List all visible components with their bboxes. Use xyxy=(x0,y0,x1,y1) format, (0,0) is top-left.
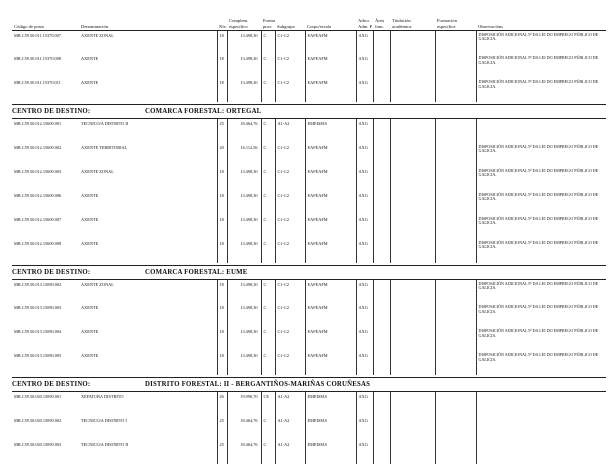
cell-corpo-escala: EAFEAFM xyxy=(305,30,356,54)
cell-nivel: 18 xyxy=(217,351,227,375)
table-row xyxy=(12,327,606,351)
header-subgrupo: Subgrupo xyxy=(275,14,305,30)
cell-titulacion xyxy=(390,54,435,78)
header-titulacion-line1: Titulación xyxy=(392,17,411,23)
section-name: COMARCA FORESTAL: ORTEGAL xyxy=(145,108,262,115)
header-area-funcional xyxy=(373,14,390,30)
cell-codigo: MR.C59.50.011.15370.011 xyxy=(14,80,61,85)
cell-observaciones: DISPOSICIÓN ADICIONAL 9ª DA LEI DO EMPREGO PÚBLICO DE GALICIA. xyxy=(476,351,606,375)
cell-adscripcion: AXG xyxy=(356,54,373,78)
table-row xyxy=(12,416,606,440)
cell-titulacion xyxy=(390,303,435,327)
cell-denominacion: AXENTE xyxy=(81,56,99,61)
cell-corpo-escala: EAFEAFM xyxy=(305,303,356,327)
cell-nivel: 18 xyxy=(217,239,227,263)
cell-denominacion: AXENTE xyxy=(81,353,99,358)
table-row xyxy=(12,392,606,416)
cell-observaciones: DISPOSICIÓN ADICIONAL 9ª DA LEI DO EMPREGO PÚBLICO DE GALICIA. xyxy=(476,54,606,78)
header-adscr-line2: Adm. P. xyxy=(358,23,373,29)
cell-formacion xyxy=(435,30,476,54)
cell-observaciones xyxy=(476,416,606,440)
header-area-line1: Área xyxy=(375,17,384,23)
cell-subgrupo: C1-C2 xyxy=(275,30,305,54)
cell-adscripcion: AXG xyxy=(356,351,373,375)
section-label: CENTRO DE DESTINO: xyxy=(12,268,91,276)
cell-nivel: 25 xyxy=(217,440,227,464)
section-heading-row xyxy=(12,265,606,279)
cell-complemento: 13.498,30 xyxy=(227,239,261,263)
cell-complemento: 13.498,30 xyxy=(227,279,261,303)
header-formacion xyxy=(435,14,476,30)
cell-nivel: 18 xyxy=(217,327,227,351)
section-heading xyxy=(12,105,606,119)
cell-codigo: MR.C59.50.013.15080.003 xyxy=(14,305,62,310)
cell-adscripcion: AXG xyxy=(356,78,373,102)
cell-area-funcional xyxy=(373,392,390,416)
header-forma-line1: Forma xyxy=(263,17,275,23)
header-complemento xyxy=(227,14,261,30)
cell-observaciones xyxy=(476,440,606,464)
cell-forma-prov: C xyxy=(261,303,275,327)
cell-codigo: MR.C59.50.020.15090.002 xyxy=(14,417,62,423)
cell-adscripcion: AXG xyxy=(356,327,373,351)
cell-titulacion xyxy=(390,239,435,263)
section-heading xyxy=(12,378,606,392)
table-row xyxy=(12,279,606,303)
cell-formacion xyxy=(435,191,476,215)
cell-subgrupo: A1-A2 xyxy=(275,416,305,440)
cell-subgrupo: C1-C2 xyxy=(275,143,305,167)
table-row xyxy=(12,303,606,327)
cell-area-funcional xyxy=(373,351,390,375)
cell-area-funcional xyxy=(373,119,390,143)
cell-complemento: 13.498,30 xyxy=(227,78,261,102)
cell-observaciones: DISPOSICIÓN ADICIONAL 9ª DA LEI DO EMPREGO PÚBLICO DE GALICIA. xyxy=(476,215,606,239)
cell-area-funcional xyxy=(373,327,390,351)
cell-complemento: 13.498,30 xyxy=(227,327,261,351)
cell-corpo-escala: EMEISEIS xyxy=(305,440,356,464)
cell-subgrupo: C1-C2 xyxy=(275,167,305,191)
cell-complemento: 16.112,56 xyxy=(227,143,261,167)
cell-formacion xyxy=(435,215,476,239)
header-formacion-line1: Formación xyxy=(437,17,457,23)
section-heading-row xyxy=(12,378,606,392)
table-row xyxy=(12,30,606,54)
cell-observaciones xyxy=(476,119,606,143)
cell-area-funcional xyxy=(373,143,390,167)
cell-titulacion xyxy=(390,143,435,167)
cell-adscripcion: AXG xyxy=(356,30,373,54)
cell-corpo-escala: EAFEAFM xyxy=(305,327,356,351)
cell-subgrupo: A1-A2 xyxy=(275,440,305,464)
cell-observaciones: DISPOSICIÓN ADICIONAL 9ª DA LEI DO EMPREGO PÚBLICO DE GALICIA. xyxy=(476,143,606,167)
table-row xyxy=(12,54,606,78)
cell-formacion xyxy=(435,392,476,416)
cell-denominacion: AXENTE TERRITORIAL xyxy=(81,144,128,150)
cell-formacion xyxy=(435,303,476,327)
cell-observaciones: DISPOSICIÓN ADICIONAL 9ª DA LEI DO EMPREGO PÚBLICO DE GALICIA. xyxy=(476,78,606,102)
cell-complemento: 13.498,30 xyxy=(227,54,261,78)
cell-forma-prov: C xyxy=(261,119,275,143)
cell-codigo: MR.C59.50.011.15370.007 xyxy=(14,32,61,38)
cell-titulacion xyxy=(390,78,435,102)
cell-denominacion: AXENTE xyxy=(81,216,99,222)
cell-formacion xyxy=(435,143,476,167)
cell-titulacion xyxy=(390,215,435,239)
cell-area-funcional xyxy=(373,54,390,78)
cell-area-funcional xyxy=(373,440,390,464)
section-heading-row xyxy=(12,105,606,119)
cell-forma-prov: C xyxy=(261,215,275,239)
cell-observaciones: DISPOSICIÓN ADICIONAL 9ª DA LEI DO EMPREGO PÚBLICO DE GALICIA. xyxy=(476,239,606,263)
header-formacion-line2: específica xyxy=(437,23,456,29)
cell-complemento: 18.464,76 xyxy=(227,119,261,143)
cell-codigo: MR.C59.50.020.15090.003 xyxy=(14,441,62,447)
cell-nivel: 18 xyxy=(217,279,227,303)
table-row xyxy=(12,351,606,375)
cell-subgrupo: C1-C2 xyxy=(275,303,305,327)
cell-nivel: 18 xyxy=(217,167,227,191)
cell-codigo: MR.C59.50.013.15080.005 xyxy=(14,353,62,358)
cell-observaciones: DISPOSICIÓN ADICIONAL 9ª DA LEI DO EMPREGO PÚBLICO DE GALICIA. xyxy=(476,303,606,327)
cell-complemento: 13.498,30 xyxy=(227,30,261,54)
header-codigo: Código de posto xyxy=(12,14,79,30)
header-titulacion xyxy=(390,14,435,30)
cell-nivel: 18 xyxy=(217,303,227,327)
cell-denominacion: TECNICO/A DISTRITO I xyxy=(81,417,127,423)
cell-corpo-escala: EAFEAFM xyxy=(305,54,356,78)
cell-denominacion: AXENTE xyxy=(81,80,99,85)
cell-nivel: 18 xyxy=(217,54,227,78)
cell-denominacion: AXENTE xyxy=(81,329,99,334)
header-forma-prov xyxy=(261,14,275,30)
cell-titulacion xyxy=(390,279,435,303)
cell-forma-prov: C xyxy=(261,167,275,191)
table-body xyxy=(12,30,606,464)
cell-titulacion xyxy=(390,191,435,215)
cell-formacion xyxy=(435,327,476,351)
cell-complemento: 13.498,30 xyxy=(227,351,261,375)
cell-nivel: 25 xyxy=(217,119,227,143)
cell-codigo: MR.C59.50.012.15600.003 xyxy=(14,168,62,174)
cell-denominacion: AXENTE ZONAL xyxy=(81,168,114,174)
cell-observaciones xyxy=(476,392,606,416)
cell-denominacion: AXENTE ZONAL xyxy=(81,32,114,38)
cell-codigo: MR.C59.50.020.15090.001 xyxy=(14,394,62,399)
cell-forma-prov: C xyxy=(261,440,275,464)
table-row xyxy=(12,215,606,239)
cell-subgrupo: C1-C2 xyxy=(275,191,305,215)
cell-adscripcion: AXG xyxy=(356,416,373,440)
cell-subgrupo: C1-C2 xyxy=(275,279,305,303)
table-row xyxy=(12,119,606,143)
header-adscripcion xyxy=(356,14,373,30)
cell-adscripcion: AXG xyxy=(356,215,373,239)
cell-observaciones: DISPOSICIÓN ADICIONAL 9ª DA LEI DO EMPREGO PÚBLICO DE GALICIA. xyxy=(476,327,606,351)
cell-titulacion xyxy=(390,392,435,416)
cell-titulacion xyxy=(390,440,435,464)
cell-nivel: 18 xyxy=(217,191,227,215)
cell-formacion xyxy=(435,351,476,375)
cell-codigo: MR.C59.50.012.15600.002 xyxy=(14,144,62,150)
cell-corpo-escala: EAFEAFM xyxy=(305,215,356,239)
cell-subgrupo: C1-C2 xyxy=(275,54,305,78)
cell-formacion xyxy=(435,416,476,440)
cell-codigo: MR.C59.50.012.15600.001 xyxy=(14,121,62,126)
table-row xyxy=(12,440,606,464)
cell-corpo-escala: EAFEAFM xyxy=(305,143,356,167)
header-titulacion-line2: académica xyxy=(392,23,412,29)
cell-formacion xyxy=(435,119,476,143)
cell-nivel: 18 xyxy=(217,78,227,102)
cell-formacion xyxy=(435,440,476,464)
cell-corpo-escala: EMEISEIS xyxy=(305,119,356,143)
cell-codigo: MR.C59.50.012.15600.007 xyxy=(14,216,62,222)
section-name: COMARCA FORESTAL: EUME xyxy=(145,268,248,276)
cell-corpo-escala: EAFEAFM xyxy=(305,78,356,102)
header-nivel: Nív. xyxy=(217,14,227,30)
cell-formacion xyxy=(435,54,476,78)
cell-titulacion xyxy=(390,351,435,375)
cell-complemento: 19.990,70 xyxy=(227,392,261,416)
cell-adscripcion: AXG xyxy=(356,143,373,167)
cell-complemento: 13.498,30 xyxy=(227,191,261,215)
cell-subgrupo: C1-C2 xyxy=(275,351,305,375)
table-row xyxy=(12,143,606,167)
cell-adscripcion: AXG xyxy=(356,119,373,143)
header-corpo-escala: Corpo/escala xyxy=(305,14,356,30)
cell-denominacion: TECNICO/A DISTRITO II xyxy=(81,121,129,126)
cell-nivel: 26 xyxy=(217,392,227,416)
header-area-line2: func. xyxy=(375,23,385,29)
cell-area-funcional xyxy=(373,215,390,239)
cell-denominacion: AXENTE xyxy=(81,305,99,310)
cell-forma-prov: C xyxy=(261,279,275,303)
cell-forma-prov: C xyxy=(261,54,275,78)
cell-forma-prov: C xyxy=(261,30,275,54)
cell-codigo: MR.C59.50.011.15370.008 xyxy=(14,56,61,61)
cell-subgrupo: C1-C2 xyxy=(275,327,305,351)
cell-forma-prov: C xyxy=(261,78,275,102)
cell-area-funcional xyxy=(373,30,390,54)
cell-adscripcion: AXG xyxy=(356,191,373,215)
cell-observaciones: DISPOSICIÓN ADICIONAL 9ª DA LEI DO EMPREGO PÚBLICO DE GALICIA. xyxy=(476,30,606,54)
cell-titulacion xyxy=(390,30,435,54)
cell-titulacion xyxy=(390,416,435,440)
cell-forma-prov: C xyxy=(261,239,275,263)
cell-denominacion: TECNICO/A DISTRITO II xyxy=(81,441,129,447)
section-name: DISTRITO FORESTAL: II - BERGANTIÑOS-MARIÑAS CORUÑESAS xyxy=(145,381,371,388)
cell-adscripcion: AXG xyxy=(356,167,373,191)
cell-adscripcion: AXG xyxy=(356,239,373,263)
header-complemento-line1: Complem. xyxy=(229,17,249,23)
cell-nivel: 18 xyxy=(217,30,227,54)
cell-complemento: 13.498,30 xyxy=(227,303,261,327)
cell-adscripcion: AXG xyxy=(356,392,373,416)
cell-codigo: MR.C59.50.013.15080.004 xyxy=(14,329,62,334)
cell-area-funcional xyxy=(373,416,390,440)
cell-corpo-escala: EAFEAFM xyxy=(305,279,356,303)
cell-area-funcional xyxy=(373,239,390,263)
section-heading xyxy=(12,265,606,279)
cell-denominacion: AXENTE xyxy=(81,192,99,198)
cell-subgrupo: C1-C2 xyxy=(275,78,305,102)
cell-subgrupo: C1-C2 xyxy=(275,215,305,239)
cell-denominacion: AXENTE xyxy=(81,240,99,246)
cell-forma-prov: C xyxy=(261,327,275,351)
cell-complemento: 18.464,76 xyxy=(227,416,261,440)
section-label: CENTRO DE DESTINO: xyxy=(12,381,91,388)
cell-subgrupo: C1-C2 xyxy=(275,239,305,263)
cell-codigo: MR.C59.50.012.15600.006 xyxy=(14,192,62,198)
cell-subgrupo: A1-A2 xyxy=(275,119,305,143)
cell-codigo: MR.C59.50.013.15080.002 xyxy=(14,281,62,287)
cell-complemento: 13.498,30 xyxy=(227,215,261,239)
cell-forma-prov: CE xyxy=(261,392,275,416)
cell-corpo-escala: EMEISEIS xyxy=(305,416,356,440)
cell-observaciones: DISPOSICIÓN ADICIONAL 9ª DA LEI DO EMPREGO PÚBLICO DE GALICIA. xyxy=(476,191,606,215)
cell-denominacion: AXENTE ZONAL xyxy=(81,281,114,287)
section-label: CENTRO DE DESTINO: xyxy=(12,108,91,115)
cell-observaciones: DISPOSICIÓN ADICIONAL 9ª DA LEI DO EMPREGO PÚBLICO DE GALICIA. xyxy=(476,167,606,191)
cell-area-funcional xyxy=(373,303,390,327)
cell-forma-prov: C xyxy=(261,143,275,167)
cell-titulacion xyxy=(390,327,435,351)
cell-formacion xyxy=(435,239,476,263)
cell-titulacion xyxy=(390,119,435,143)
table-row xyxy=(12,167,606,191)
cell-adscripcion: AXG xyxy=(356,303,373,327)
cell-area-funcional xyxy=(373,167,390,191)
cell-corpo-escala: EAFEAFM xyxy=(305,191,356,215)
cell-codigo: MR.C59.50.012.15600.008 xyxy=(14,240,62,246)
cell-area-funcional xyxy=(373,279,390,303)
cell-complemento: 18.464,76 xyxy=(227,440,261,464)
cell-subgrupo: A1-A2 xyxy=(275,392,305,416)
header-complemento-line2: específico xyxy=(229,23,248,29)
header-denominacion: Denominación xyxy=(79,14,217,30)
cell-forma-prov: C xyxy=(261,191,275,215)
table-row xyxy=(12,78,606,102)
cell-forma-prov: C xyxy=(261,351,275,375)
cell-formacion xyxy=(435,78,476,102)
cell-area-funcional xyxy=(373,78,390,102)
cell-formacion xyxy=(435,167,476,191)
table-header-row xyxy=(12,14,606,30)
cell-denominacion: XEFATURA DISTRITO xyxy=(81,394,124,399)
cell-corpo-escala: EAFEAFM xyxy=(305,239,356,263)
cell-area-funcional xyxy=(373,191,390,215)
table-row xyxy=(12,239,606,263)
header-adscr-line1: Adscr. xyxy=(358,17,370,23)
cell-nivel: 18 xyxy=(217,215,227,239)
cell-complemento: 13.498,30 xyxy=(227,167,261,191)
cell-nivel: 20 xyxy=(217,143,227,167)
cell-corpo-escala: EAFEAFM xyxy=(305,351,356,375)
cell-observaciones: DISPOSICIÓN ADICIONAL 9ª DA LEI DO EMPREGO PÚBLICO DE GALICIA. xyxy=(476,279,606,303)
cell-corpo-escala: EAFEAFM xyxy=(305,167,356,191)
header-observaciones: Observacións xyxy=(476,14,606,30)
cell-formacion xyxy=(435,279,476,303)
cell-adscripcion: AXG xyxy=(356,440,373,464)
table-row xyxy=(12,191,606,215)
rpt-table xyxy=(12,14,606,464)
cell-corpo-escala: EMEISEIS xyxy=(305,392,356,416)
cell-nivel: 25 xyxy=(217,416,227,440)
header-forma-line2: prov. xyxy=(263,23,273,29)
cell-forma-prov: C xyxy=(261,416,275,440)
cell-adscripcion: AXG xyxy=(356,279,373,303)
cell-titulacion xyxy=(390,167,435,191)
